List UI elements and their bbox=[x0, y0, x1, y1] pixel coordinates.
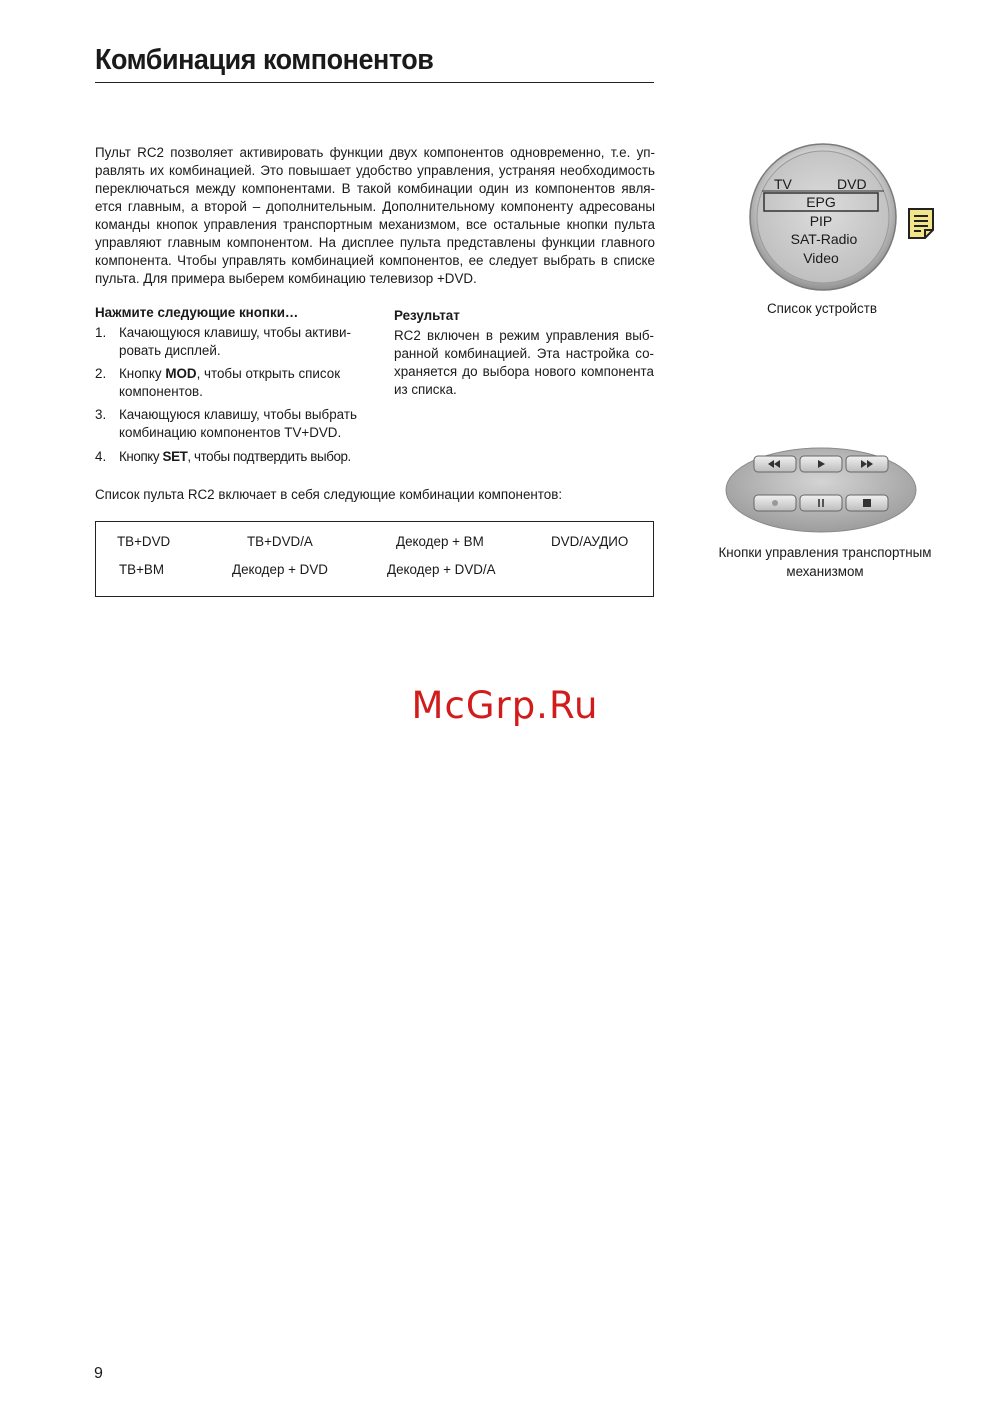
record-icon bbox=[772, 500, 778, 506]
intro-line: Пульт RC2 позволяет активировать функции двух компонентов одновременно, т.е. уп- bbox=[95, 145, 655, 160]
intro-line: переключаться между компонентами. В такой комбинации один из компонентов явля- bbox=[95, 181, 655, 196]
step-prefix: Кнопку bbox=[119, 366, 166, 381]
combination-item: Декодер + DVD/A bbox=[387, 562, 496, 577]
result-line: RC2 включен в режим управления выб- bbox=[394, 328, 654, 343]
display-item: PIP bbox=[809, 213, 833, 229]
transport-buttons-figure bbox=[724, 446, 918, 534]
intro-line: равлять их комбинацией. Это повышает удобство управления, устраняя необходимость bbox=[95, 163, 655, 178]
intro-line: ется главным, а второй – дополнительным. Дополнительному компоненту адресованы bbox=[95, 199, 655, 214]
steps-heading: Нажмите следующие кнопки… bbox=[95, 305, 299, 320]
step-number: 2. bbox=[95, 366, 107, 381]
step-text: комбинацию компонентов TV+DVD. bbox=[119, 425, 342, 440]
title-divider bbox=[95, 82, 654, 83]
step-text bbox=[119, 448, 351, 466]
combination-item: Декодер + ВМ bbox=[396, 534, 484, 549]
step-text: компонентов. bbox=[119, 384, 203, 399]
display-item: SAT-Radio bbox=[790, 231, 858, 247]
step-text: ровать дисплей. bbox=[119, 343, 221, 358]
step-text: Качающуюся клавишу, чтобы выбрать bbox=[119, 407, 357, 422]
transport-caption bbox=[705, 543, 945, 581]
step-suffix: , чтобы открыть список bbox=[196, 366, 341, 381]
pause-button bbox=[800, 495, 842, 511]
display-tab-tv: TV bbox=[774, 176, 792, 192]
step-suffix: , чтобы подтвердить выбор. bbox=[187, 449, 351, 464]
combination-item: ТВ+DVD/A bbox=[247, 534, 313, 549]
combinations-intro: Список пульта RC2 включает в себя следующие комбинации компонентов: bbox=[95, 487, 563, 502]
combinations-box bbox=[95, 521, 654, 597]
step-text: Качающуюся клавишу, чтобы активи- bbox=[119, 325, 351, 340]
mod-key-label: MOD bbox=[165, 366, 197, 381]
intro-line: команды кнопок управления транспортным механизмом, все остальные кнопки пульта bbox=[95, 217, 655, 232]
stop-icon bbox=[863, 499, 871, 507]
step-number: 3. bbox=[95, 407, 107, 422]
intro-line: пульта. Для примера выберем комбинацию телевизор +DVD. bbox=[95, 271, 477, 286]
page-title: Комбинация компонентов bbox=[95, 44, 434, 76]
intro-line: компонента. Чтобы управлять комбинацией компонентов, ее следует выбрать в списке bbox=[95, 253, 655, 268]
display-item: EPG bbox=[806, 194, 836, 210]
result-heading: Результат bbox=[394, 308, 460, 323]
watermark: McGrp.Ru bbox=[411, 684, 599, 727]
result-line: из списка. bbox=[394, 382, 457, 397]
step-number: 4. bbox=[95, 449, 107, 464]
device-list-caption: Список устройств bbox=[767, 301, 877, 316]
combination-item: DVD/АУДИО bbox=[551, 534, 629, 549]
step-prefix: Кнопку bbox=[119, 449, 163, 464]
note-icon bbox=[907, 207, 937, 240]
transport-caption-line: Кнопки управления транспортным bbox=[718, 545, 932, 560]
combination-item: Декодер + DVD bbox=[232, 562, 328, 577]
remote-display-figure bbox=[748, 142, 898, 292]
set-key-label: SET bbox=[162, 449, 188, 464]
display-item: Video bbox=[803, 250, 839, 266]
step-number: 1. bbox=[95, 325, 107, 340]
combination-item: ТВ+DVD bbox=[117, 534, 171, 549]
transport-caption-line: механизмом bbox=[786, 564, 864, 579]
result-line: храняется до выбора нового компонента bbox=[394, 364, 654, 379]
result-line: ранной комбинацией. Эта настройка со- bbox=[394, 346, 654, 361]
display-tab-dvd: DVD bbox=[837, 176, 867, 192]
intro-line: управляют главным компонентом. На дисплее пульта представлены функции главного bbox=[95, 235, 655, 250]
page-number: 9 bbox=[94, 1365, 103, 1382]
combination-item: ТВ+ВМ bbox=[119, 562, 165, 577]
step-text bbox=[119, 365, 340, 383]
